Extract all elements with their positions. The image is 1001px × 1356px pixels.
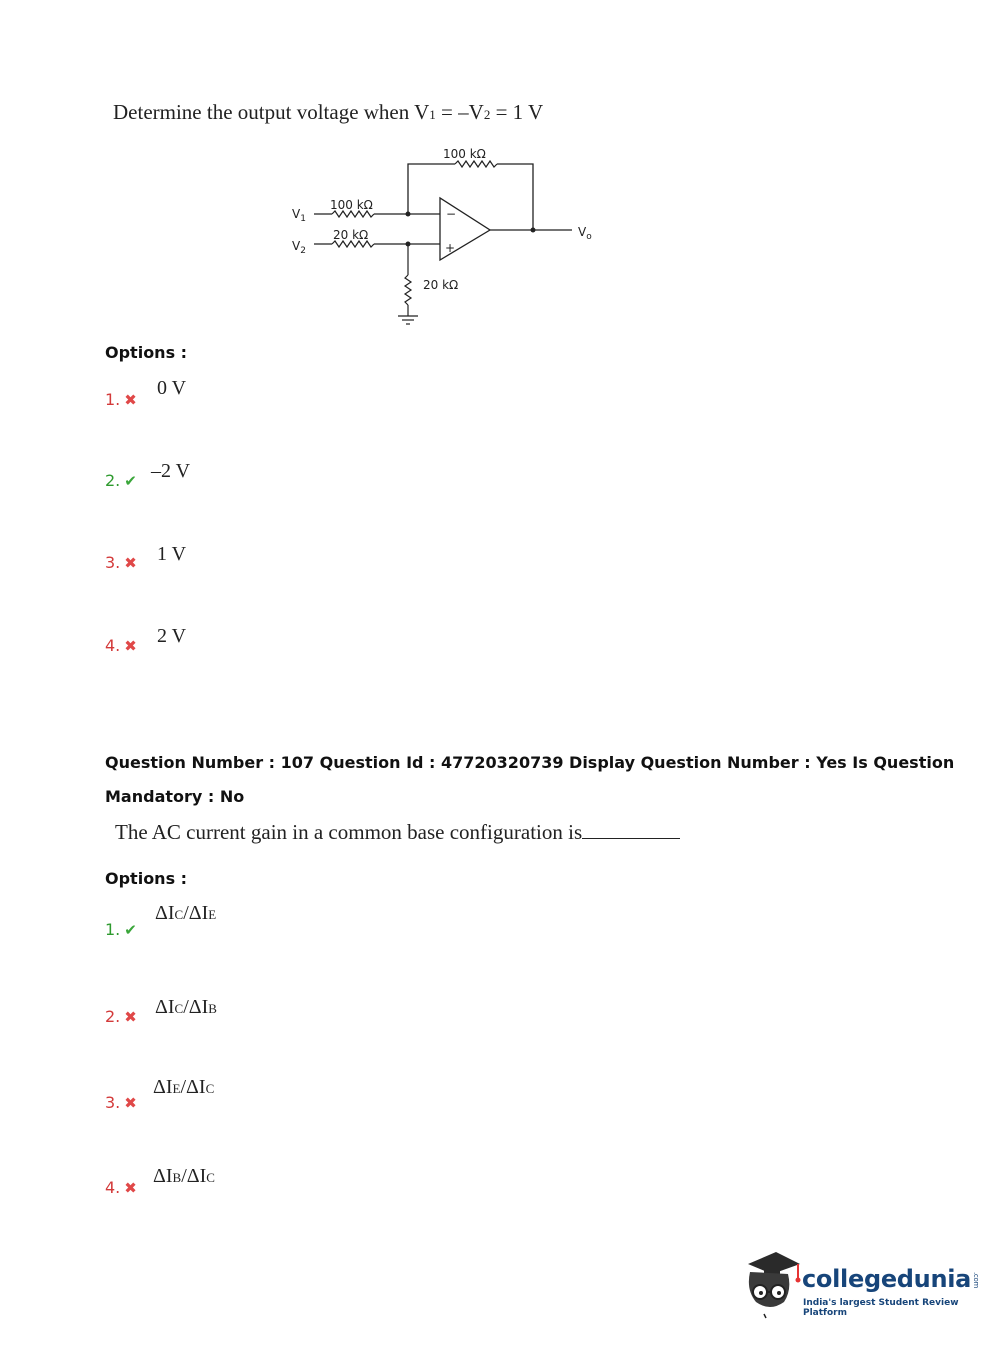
option-number: 1. ✔ xyxy=(105,920,137,939)
option-value: –2 V xyxy=(151,460,191,482)
cross-icon: ✖ xyxy=(124,1094,137,1112)
cross-icon: ✖ xyxy=(124,1179,137,1197)
option-value: ΔIE/ΔIC xyxy=(153,1076,215,1098)
option-value: ΔIB/ΔIC xyxy=(153,1165,215,1187)
question-mandatory: Mandatory : No xyxy=(105,787,245,806)
check-icon: ✔ xyxy=(124,472,137,490)
svg-text:−: − xyxy=(446,207,457,221)
vo-label: $V_o$ xyxy=(578,225,592,242)
feedback-resistor-label: 100 kΩ xyxy=(443,147,486,161)
r-v1-label: 100 kΩ xyxy=(330,198,373,212)
option-number: 2. ✔ xyxy=(105,471,137,490)
opamp-circuit-diagram xyxy=(280,140,610,330)
option-value: ΔIC/ΔIE xyxy=(155,902,217,924)
feedback-resistor xyxy=(455,161,497,167)
options-label: Options : xyxy=(105,869,188,888)
cross-icon: ✖ xyxy=(124,1008,137,1026)
option-number: 3. ✖ xyxy=(105,553,137,572)
brand-tagline: India's largest Student Review Platform xyxy=(803,1298,959,1318)
v2-label: $V_2$ xyxy=(292,239,306,256)
cross-icon: ✖ xyxy=(124,637,137,655)
collegedunia-mascot-icon xyxy=(742,1250,802,1320)
r-ground-label: 20 kΩ xyxy=(423,278,459,292)
option-value: 2 V xyxy=(157,625,187,647)
cross-icon: ✖ xyxy=(124,391,137,409)
r-v2-label: 20 kΩ xyxy=(333,228,369,242)
check-icon: ✔ xyxy=(124,921,137,939)
options-label: Options : xyxy=(105,343,188,362)
option-value: ΔIC/ΔIB xyxy=(155,996,217,1018)
option-value: 0 V xyxy=(157,377,187,399)
option-number: 2. ✖ xyxy=(105,1007,137,1026)
svg-text:+: + xyxy=(445,241,456,255)
option-number: 3. ✖ xyxy=(105,1093,137,1112)
option-number: 4. ✖ xyxy=(105,1178,137,1197)
v1-label: $V_1$ xyxy=(292,207,306,224)
brand-logo-text: collegedunia.com xyxy=(802,1265,981,1293)
question-meta: Question Number : 107 Question Id : 47720320739 Display Question Number : Yes Is Question xyxy=(105,753,955,772)
option-value: 1 V xyxy=(157,543,187,565)
cross-icon: ✖ xyxy=(124,554,137,572)
question-1-text: Determine the output voltage when V1 = –V2 = 1 V xyxy=(113,100,544,124)
question-2-text: The AC current gain in a common base configuration is xyxy=(115,820,680,845)
r-ground-resistor xyxy=(405,275,411,305)
answer-blank xyxy=(582,820,680,839)
option-number: 4. ✖ xyxy=(105,636,137,655)
option-number: 1. ✖ xyxy=(105,390,137,409)
